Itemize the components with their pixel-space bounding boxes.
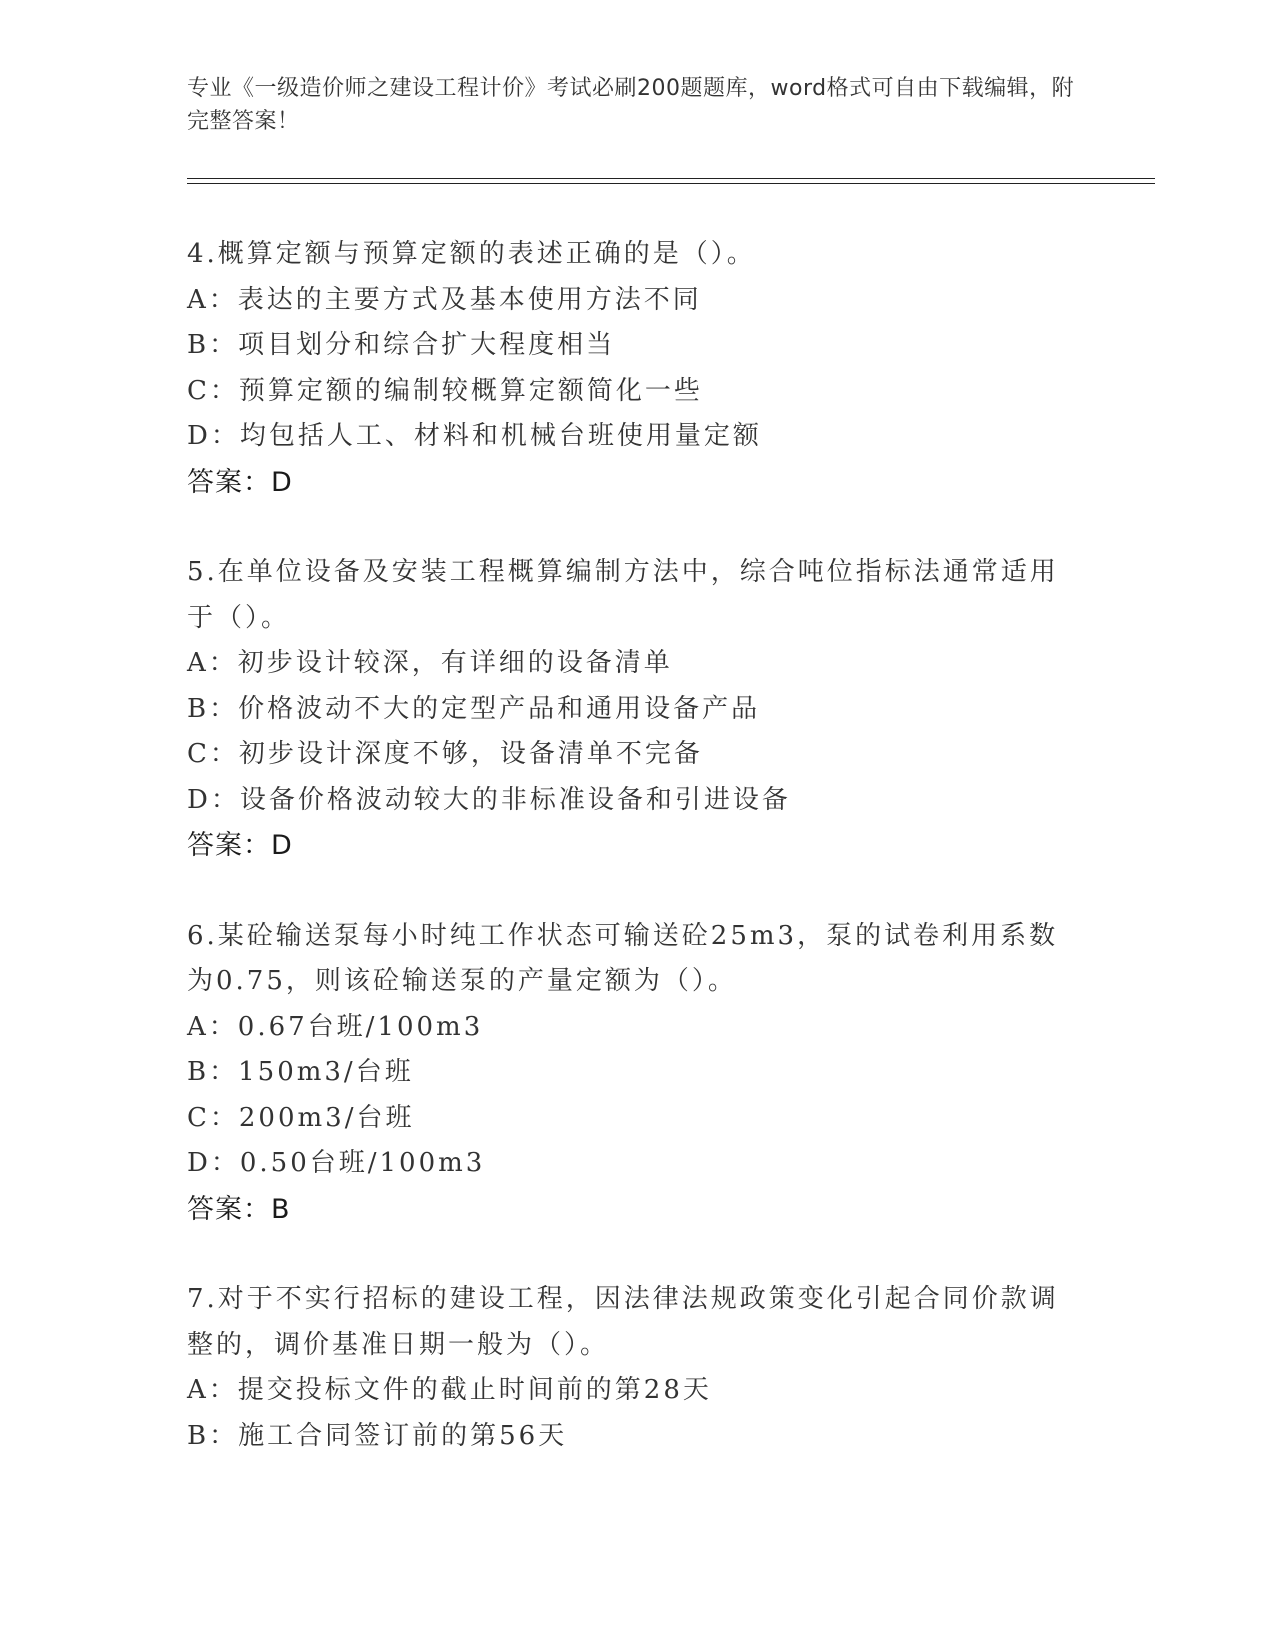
option-b: B：150m3/台班	[187, 1057, 414, 1087]
question-7	[187, 1277, 1087, 1459]
question-5	[187, 550, 1087, 869]
option-c: C：预算定额的编制较概算定额简化一些	[187, 375, 703, 406]
question-6	[187, 914, 1087, 1233]
header-rule-top	[187, 178, 1155, 179]
question-stem: 5.在单位设备及安装工程概算编制方法中，综合吨位指标法通常适用于（）。	[187, 557, 1059, 633]
option-a: A：初步设计较深，有详细的设备清单	[187, 648, 673, 678]
option-a: A：表达的主要方式及基本使用方法不同	[187, 284, 702, 315]
question-stem: 6.某砼输送泵每小时纯工作状态可输送砼25m3，泵的试卷利用系数为0.75，则该砼输送泵的产量定额为（）。	[187, 920, 1059, 996]
option-b: B：施工合同签订前的第56天	[187, 1420, 568, 1451]
option-c: C：200m3/台班	[187, 1102, 415, 1133]
option-b: B：项目划分和综合扩大程度相当	[187, 330, 616, 360]
answer: 答案：B	[187, 1193, 291, 1225]
option-d: D：均包括人工、材料和机械台班使用量定额	[187, 421, 762, 451]
option-d: D：0.50台班/100m3	[187, 1148, 486, 1178]
question-stem: 7.对于不实行招标的建设工程，因法律法规政策变化引起合同价款调整的，调价基准日期一般为（）。	[187, 1284, 1059, 1360]
option-d: D：设备价格波动较大的非标准设备和引进设备	[187, 784, 791, 815]
question-stem: 4.概算定额与预算定额的表述正确的是（）。	[187, 239, 756, 269]
document-header: 专业《一级造价师之建设工程计价》考试必刷200题题库，word格式可自由下载编辑，附完整答案！	[187, 76, 1075, 134]
option-b: B：价格波动不大的定型产品和通用设备产品	[187, 693, 761, 724]
answer: 答案：D	[187, 466, 293, 498]
answer: 答案：D	[187, 830, 293, 861]
question-list	[187, 232, 1087, 1459]
header-rule-bottom	[187, 183, 1155, 184]
option-a: A：提交投标文件的截止时间前的第28天	[187, 1375, 712, 1405]
option-a: A：0.67台班/100m3	[187, 1011, 484, 1042]
question-4	[187, 232, 1087, 505]
option-c: C：初步设计深度不够，设备清单不完备	[187, 739, 703, 769]
